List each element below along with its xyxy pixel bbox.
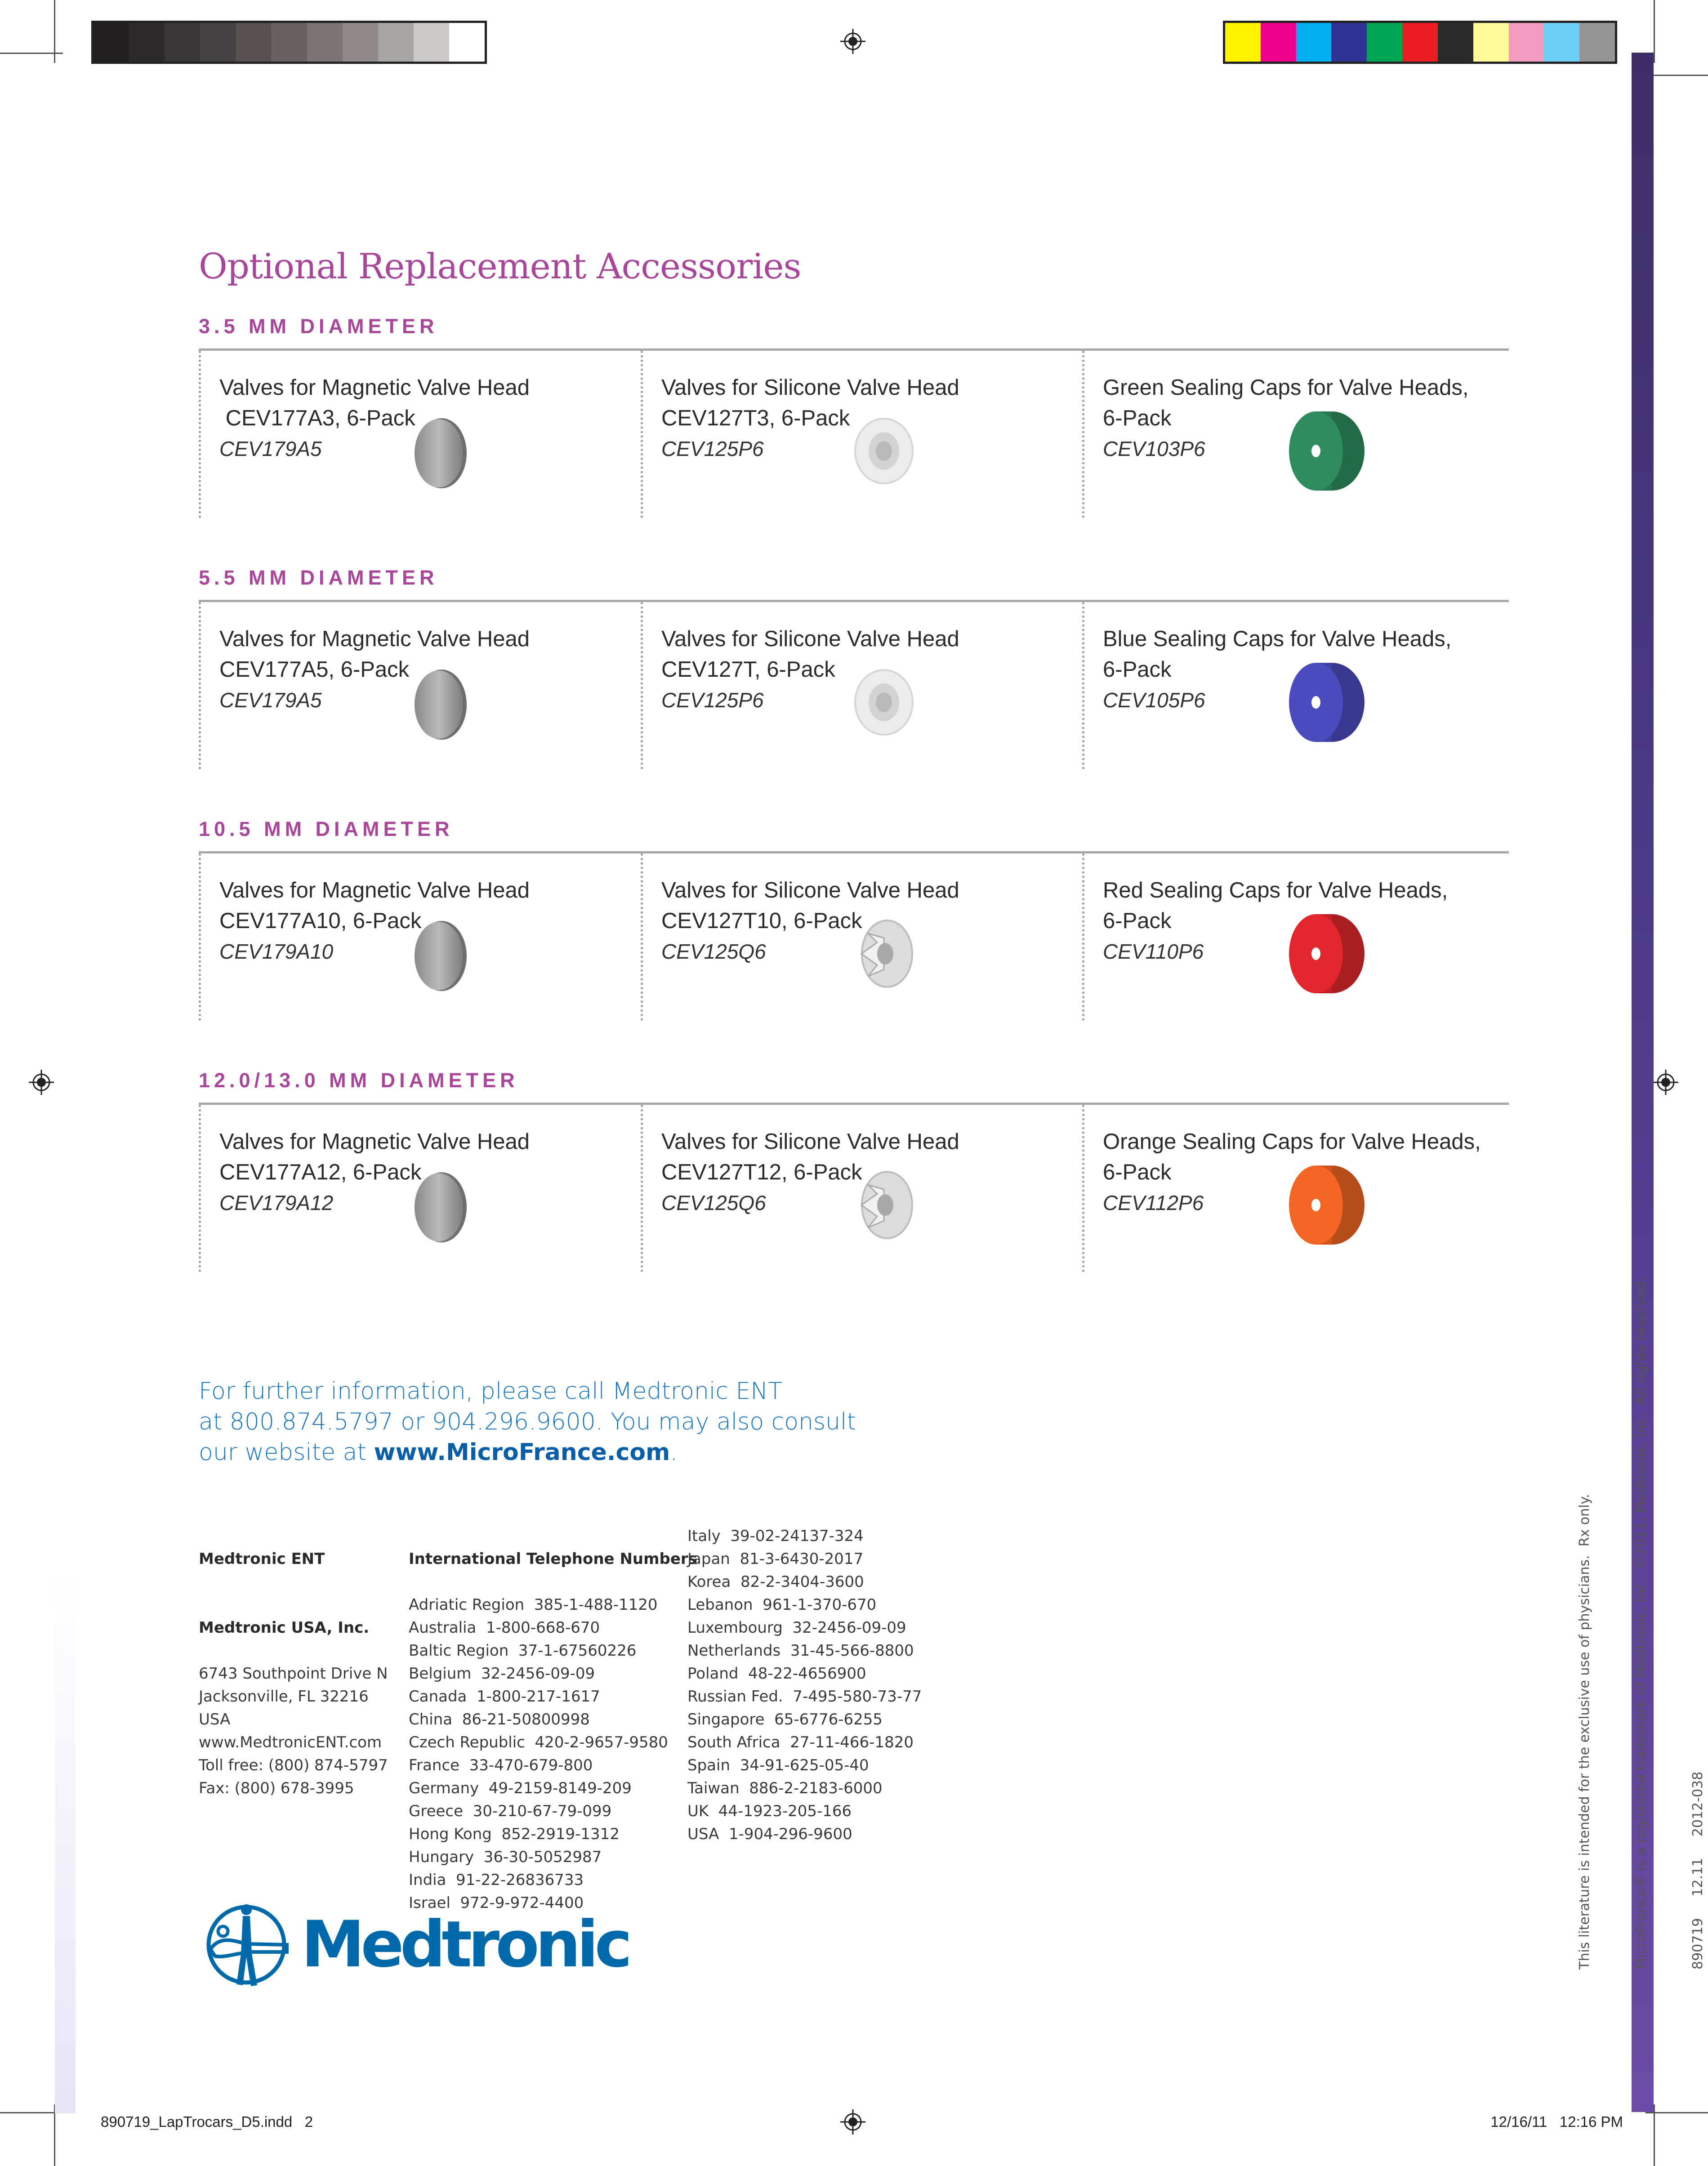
item-title: Valves for Silicone Valve Head: [661, 878, 959, 902]
company-name: Medtronic ENT: [199, 1550, 325, 1568]
silicone-valve-image: [850, 413, 918, 491]
column-divider: [199, 351, 201, 518]
contact-line: Belgium 32-2456-09-09: [409, 1665, 595, 1683]
column-divider: [1082, 351, 1084, 518]
color-swatch: [1509, 23, 1544, 62]
section-heading: 3.5 MM DIAMETER: [199, 315, 438, 338]
section-divider: [199, 1103, 1509, 1105]
registration-mark-icon: [840, 2109, 865, 2135]
silicone-valve-image: [850, 664, 918, 742]
item-part-pack: 6-Pack: [1103, 1160, 1172, 1184]
legal-line: This literature is intended for the exclusive use of physicians. Rx only.: [1577, 1494, 1592, 1969]
item-title: Green Sealing Caps for Valve Heads,: [1103, 375, 1469, 400]
contact-line: Baltic Region 37-1-67560226: [409, 1642, 637, 1660]
contact-line: www.MedtronicENT.com: [199, 1733, 382, 1751]
section-divider: [199, 348, 1509, 351]
international-numbers-col2: [687, 1525, 922, 1846]
column-divider: [1082, 853, 1084, 1021]
contact-line: South Africa 27-11-466-1820: [687, 1733, 914, 1751]
international-heading: International Telephone Numbers: [409, 1550, 697, 1568]
registration-mark-icon: [840, 29, 865, 54]
magnetic-valve-disc-image: [408, 916, 471, 998]
contact-line: Israel 972-9-972-4400: [409, 1894, 584, 1912]
info-text: .: [670, 1439, 678, 1466]
contact-line: Japan 81-3-6430-2017: [687, 1550, 864, 1568]
item-title: Orange Sealing Caps for Valve Heads,: [1103, 1130, 1481, 1154]
side-fade-band: [55, 1574, 76, 2113]
grayscale-color-bar: [91, 21, 487, 64]
legal-line: 890719 12.11 2012-038: [1690, 1771, 1706, 1969]
contact-line: Italy 39-02-24137-324: [687, 1527, 864, 1545]
column-divider: [199, 853, 201, 1021]
contact-line: Czech Republic 420-2-9657-9580: [409, 1733, 668, 1751]
color-swatch: [165, 23, 200, 62]
item-part-number: CEV179A5: [219, 437, 322, 460]
medtronic-logo: [201, 1900, 633, 1990]
contact-line: Russian Fed. 7-495-580-73-77: [687, 1688, 922, 1706]
medtronic-wordmark: Medtronic: [301, 1907, 629, 1982]
item-part-pack: CEV177A3, 6-Pack: [219, 406, 415, 430]
contact-line: Lebanon 961-1-370-670: [687, 1596, 877, 1614]
company-name: Medtronic USA, Inc.: [199, 1619, 370, 1637]
accessory-item: [219, 372, 647, 534]
accessory-item: [661, 624, 1088, 786]
color-swatch: [307, 23, 343, 62]
item-part-pack: 6-Pack: [1103, 406, 1172, 430]
magnetic-valve-disc-image: [408, 413, 471, 496]
info-text: our website at: [199, 1439, 374, 1466]
item-part-pack: 6-Pack: [1103, 657, 1172, 682]
accessory-item: [1103, 372, 1530, 534]
crop-mark: [1646, 75, 1708, 76]
process-color-bar: [1223, 21, 1617, 64]
contact-line: Singapore 65-6776-6255: [687, 1710, 883, 1728]
contact-line: Toll free: (800) 874-5797: [199, 1756, 388, 1774]
item-title: Valves for Magnetic Valve Head: [219, 1130, 530, 1154]
item-part-pack: 6-Pack: [1103, 909, 1172, 933]
item-part-pack: CEV127T10, 6-Pack: [661, 909, 862, 933]
sealing-cap-image: [1283, 408, 1368, 496]
item-part-number: CEV112P6: [1103, 1191, 1204, 1215]
item-part-number: CEV110P6: [1103, 940, 1204, 963]
sealing-cap-image: [1283, 911, 1368, 998]
accessory-item: [1103, 624, 1530, 786]
item-title: Valves for Magnetic Valve Head: [219, 627, 530, 651]
legal-line: MicroFrance® is a registered trademark of Medtronic, Inc. ©2011, Medtronic, Inc. All rights reserved.: [1633, 1277, 1649, 1969]
item-title: Red Sealing Caps for Valve Heads,: [1103, 878, 1448, 902]
page-title: Optional Replacement Accessories: [199, 246, 801, 287]
contact-line: UK 44-1923-205-166: [687, 1802, 852, 1820]
international-numbers-col1: [409, 1502, 697, 1915]
contact-line: Australia 1-800-668-670: [409, 1619, 600, 1637]
item-part-number: CEV179A12: [219, 1191, 334, 1215]
color-swatch: [94, 23, 129, 62]
color-swatch: [1331, 23, 1367, 62]
accessory-item: [661, 372, 1088, 534]
slug-filename: 890719_LapTrocars_D5.indd 2: [101, 2113, 313, 2130]
item-part-pack: CEV127T, 6-Pack: [661, 657, 835, 682]
accessory-item: [219, 1126, 647, 1288]
contact-line: Fax: (800) 678-3995: [199, 1779, 354, 1797]
color-swatch: [1296, 23, 1332, 62]
color-swatch: [1225, 23, 1261, 62]
magnetic-valve-disc-image: [408, 1167, 471, 1250]
section-heading: 5.5 MM DIAMETER: [199, 566, 438, 589]
item-part-number: CEV125Q6: [661, 1191, 766, 1215]
color-swatch: [449, 23, 485, 62]
accessory-item: [661, 875, 1088, 1037]
website-link[interactable]: www.MicroFrance.com: [374, 1439, 670, 1466]
contact-line: China 86-21-50800998: [409, 1710, 590, 1728]
section-heading: 12.0/13.0 MM DIAMETER: [199, 1069, 519, 1092]
item-part-pack: CEV127T3, 6-Pack: [661, 406, 850, 430]
contact-line: Luxembourg 32-2456-09-09: [687, 1619, 906, 1637]
column-divider: [641, 351, 643, 518]
section-heading: 10.5 MM DIAMETER: [199, 817, 454, 840]
sealing-cap-image: [1283, 660, 1368, 747]
contact-line: India 91-22-26836733: [409, 1871, 584, 1889]
color-swatch: [1367, 23, 1402, 62]
contact-line: Adriatic Region 385-1-488-1120: [409, 1596, 658, 1614]
accessory-item: [661, 1126, 1088, 1288]
column-divider: [1082, 602, 1084, 769]
section-divider: [199, 851, 1509, 853]
crop-mark: [54, 2104, 55, 2166]
item-part-number: CEV105P6: [1103, 688, 1205, 712]
accessory-item: [1103, 1126, 1530, 1288]
column-divider: [199, 602, 201, 769]
contact-line: Poland 48-22-4656900: [687, 1665, 866, 1683]
color-swatch: [343, 23, 378, 62]
item-title: Valves for Silicone Valve Head: [661, 1130, 959, 1154]
contact-line: 6743 Southpoint Drive N: [199, 1665, 388, 1683]
crop-mark: [1654, 0, 1655, 63]
color-swatch: [378, 23, 414, 62]
contact-line: Hong Kong 852-2919-1312: [409, 1825, 620, 1843]
contact-line: USA: [199, 1710, 231, 1728]
info-line: at 800.874.5797 or 904.296.9600. You may also consult: [199, 1408, 856, 1435]
color-swatch: [129, 23, 165, 62]
medtronic-figure-icon: [201, 1900, 291, 1990]
silicone-valve-star-image: [850, 1167, 918, 1245]
column-divider: [641, 853, 643, 1021]
legal-notice: [1538, 1277, 1708, 1969]
column-divider: [199, 1105, 201, 1272]
color-swatch: [1402, 23, 1438, 62]
contact-line: Hungary 36-30-5052987: [409, 1848, 602, 1866]
column-divider: [641, 1105, 643, 1272]
info-line: [199, 1437, 856, 1468]
accessory-item: [219, 624, 647, 786]
contact-line: Korea 82-2-3404-3600: [687, 1573, 864, 1591]
item-part-number: CEV125Q6: [661, 940, 766, 963]
color-swatch: [1544, 23, 1579, 62]
contact-line: Germany 49-2159-8149-209: [409, 1779, 632, 1797]
color-swatch: [1438, 23, 1473, 62]
item-title: Valves for Silicone Valve Head: [661, 627, 959, 651]
contact-line: Canada 1-800-217-1617: [409, 1688, 600, 1706]
item-part-number: CEV125P6: [661, 437, 764, 460]
item-title: Valves for Magnetic Valve Head: [219, 375, 530, 400]
info-line: For further information, please call Medtronic ENT: [199, 1378, 782, 1405]
item-title: Valves for Silicone Valve Head: [661, 375, 959, 400]
address-block: [199, 1502, 388, 1800]
contact-line: Taiwan 886-2-2183-6000: [687, 1779, 883, 1797]
contact-line: Spain 34-91-625-05-40: [687, 1756, 869, 1774]
item-part-pack: CEV177A10, 6-Pack: [219, 909, 422, 933]
color-swatch: [236, 23, 271, 62]
item-part-pack: CEV127T12, 6-Pack: [661, 1160, 862, 1184]
color-swatch: [200, 23, 236, 62]
section-divider: [199, 600, 1509, 602]
item-part-number: CEV179A10: [219, 940, 334, 963]
contact-line: Greece 30-210-67-79-099: [409, 1802, 612, 1820]
item-part-number: CEV179A5: [219, 688, 322, 712]
crop-mark: [1646, 2112, 1708, 2113]
column-divider: [1082, 1105, 1084, 1272]
crop-mark: [1654, 2104, 1655, 2166]
item-part-number: CEV125P6: [661, 688, 764, 712]
registration-mark-icon: [29, 1070, 54, 1095]
item-part-pack: CEV177A12, 6-Pack: [219, 1160, 422, 1184]
registration-mark-icon: [1653, 1070, 1678, 1095]
contact-line: Jacksonville, FL 32216: [199, 1688, 369, 1706]
column-divider: [641, 602, 643, 769]
magnetic-valve-disc-image: [408, 664, 471, 747]
color-swatch: [1261, 23, 1296, 62]
contact-line: USA 1-904-296-9600: [687, 1825, 852, 1843]
accessory-item: [219, 875, 647, 1037]
crop-mark: [0, 2112, 63, 2113]
color-swatch: [1579, 23, 1615, 62]
silicone-valve-star-image: [850, 916, 918, 994]
further-information: [199, 1376, 856, 1468]
color-swatch: [271, 23, 307, 62]
item-title: Valves for Magnetic Valve Head: [219, 878, 530, 902]
item-part-number: CEV103P6: [1103, 437, 1205, 460]
sealing-cap-image: [1283, 1162, 1368, 1250]
contact-line: Netherlands 31-45-566-8800: [687, 1642, 914, 1660]
slug-timestamp: 12/16/11 12:16 PM: [1490, 2113, 1623, 2130]
accessory-item: [1103, 875, 1530, 1037]
item-part-pack: CEV177A5, 6-Pack: [219, 657, 410, 682]
color-swatch: [1473, 23, 1509, 62]
crop-mark: [0, 53, 63, 54]
contact-line: France 33-470-679-800: [409, 1756, 593, 1774]
item-title: Blue Sealing Caps for Valve Heads,: [1103, 627, 1452, 651]
color-swatch: [414, 23, 449, 62]
